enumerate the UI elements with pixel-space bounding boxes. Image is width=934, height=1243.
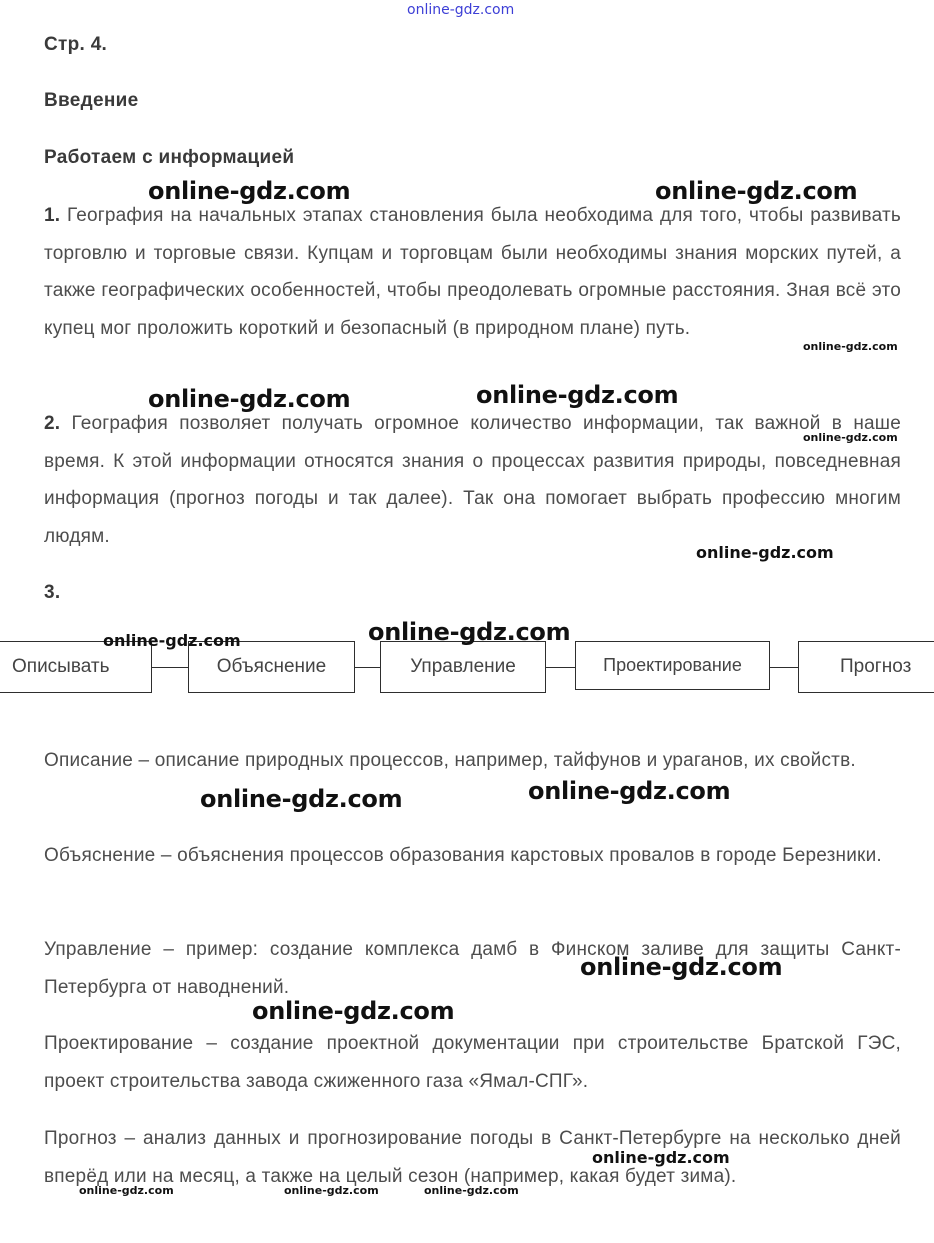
watermark: online-gdz.com xyxy=(696,543,834,562)
watermark: online-gdz.com xyxy=(476,381,679,409)
watermark: online-gdz.com xyxy=(284,1184,379,1197)
watermark: online-gdz.com xyxy=(200,785,403,813)
top-watermark: online-gdz.com xyxy=(407,2,515,18)
watermark: online-gdz.com xyxy=(424,1184,519,1197)
watermark: online-gdz.com xyxy=(252,997,455,1025)
item-text: География позволяет получать огромное количество информации, так важной в наше время. К этой информации относятся знания о процессах развития природы, повседневная информация (прогноз погоды и так далее). Так она помогает выбрать профессию многим людям. xyxy=(44,413,901,547)
watermark: online-gdz.com xyxy=(803,340,898,353)
description-opisanie: Описание – описание природных процессов, например, тайфунов и ураганов, их свойств. xyxy=(44,750,856,771)
watermark: online-gdz.com xyxy=(528,777,731,805)
watermark: online-gdz.com xyxy=(103,631,241,650)
diagram-connector xyxy=(544,667,577,668)
description-prognoz: Прогноз – анализ данных и прогнозирование погоды в Санкт-Петербурге на несколько дней вперёд или на месяц, а также на целый сезон (например, какая будет зима). xyxy=(44,1128,901,1187)
subsection-title: Работаем с информацией xyxy=(44,147,295,168)
diagram-connector xyxy=(768,667,800,668)
description-upravlenie: Управление – пример: создание комплекса дамб в Финском заливе для защиты Санкт-Петербурга от наводнений. xyxy=(44,939,901,998)
description-proektirovanie: Проектирование – создание проектной документации при строительстве Братской ГЭС, проект строительства завода сжиженного газа «Ямал-СПГ». xyxy=(44,1033,901,1092)
diagram-box: Прогноз xyxy=(798,641,934,693)
watermark: online-gdz.com xyxy=(79,1184,174,1197)
page-label: Стр. 4. xyxy=(44,34,108,55)
description-obyasnenie: Объяснение – объяснения процессов образования карстовых провалов в городе Березники. xyxy=(44,845,882,866)
diagram-connector xyxy=(353,667,382,668)
section-title: Введение xyxy=(44,90,139,111)
item-number: 2. xyxy=(44,413,61,434)
diagram-box: Описывать xyxy=(0,641,152,693)
watermark: online-gdz.com xyxy=(655,177,858,205)
diagram-box: Проектирование xyxy=(575,641,770,690)
watermark: online-gdz.com xyxy=(592,1148,730,1167)
diagram-box: Объяснение xyxy=(188,641,355,693)
watermark: online-gdz.com xyxy=(580,953,783,981)
watermark: online-gdz.com xyxy=(803,431,898,444)
watermark: online-gdz.com xyxy=(368,618,571,646)
watermark: online-gdz.com xyxy=(148,177,351,205)
item-1 xyxy=(44,197,901,347)
diagram-box: Управление xyxy=(380,641,546,693)
item-text: География на начальных этапах становления была необходима для того, чтобы развивать торговлю и торговые связи. Купцам и торговцам были необходимы знания морских путей, а также географических особенностей, чтобы преодолевать огромные расстояния. Зная всё это купец мог проложить короткий и безопасный (в природном плане) путь. xyxy=(44,205,901,339)
item-2 xyxy=(44,405,901,555)
item-3-number: 3. xyxy=(44,582,61,603)
item-number: 1. xyxy=(44,205,61,226)
diagram-connector xyxy=(150,667,190,668)
watermark: online-gdz.com xyxy=(148,385,351,413)
